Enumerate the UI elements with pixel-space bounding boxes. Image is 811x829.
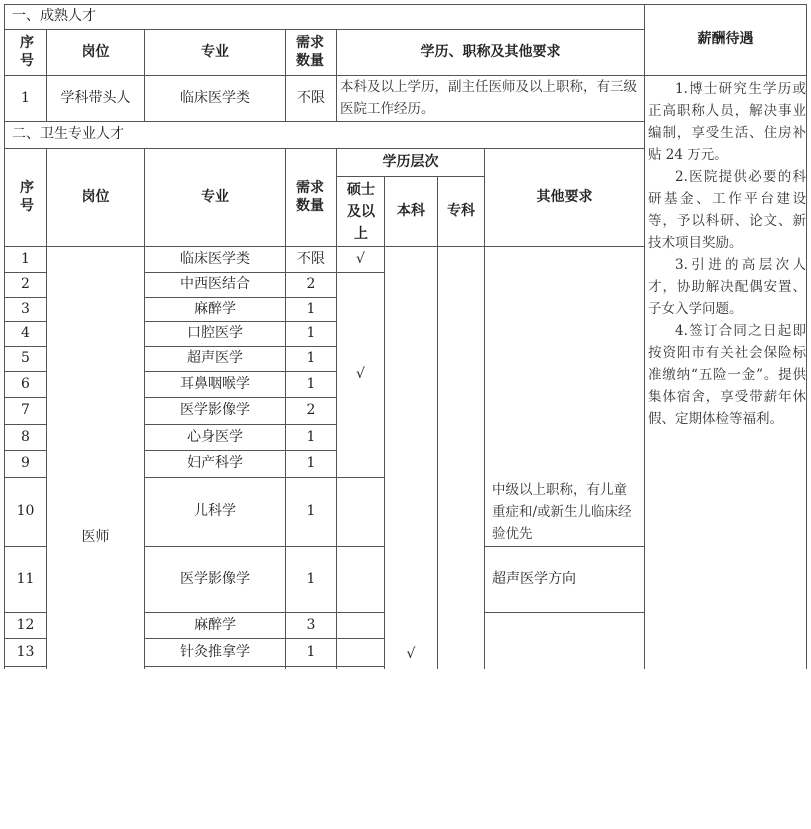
- header-master: 硕士及以上: [347, 181, 375, 242]
- header-post: 岗位: [81, 188, 110, 205]
- row-demand: 1: [306, 570, 316, 587]
- row-other: 超声医学方向: [492, 570, 576, 587]
- section-title: 一、成熟人才: [12, 8, 96, 25]
- row-major: 针灸推拿学: [180, 643, 250, 660]
- row-major: 儿科学: [194, 503, 236, 520]
- row-demand: 不限: [297, 89, 325, 106]
- row-requirements: 本科及以上学历，副主任医师及以上职称，有三级医院工作经历。: [340, 79, 637, 117]
- header-major: 专业: [201, 188, 229, 205]
- check-mark: √: [356, 366, 365, 383]
- row-seq: 9: [21, 455, 30, 472]
- salary-header: 薪酬待遇: [697, 31, 754, 48]
- salary-item: 1.博士研究生学历或正高职称人员，解决事业编制，享受生活、住房补贴 24 万元。: [648, 81, 806, 163]
- header-college: 专科: [447, 202, 475, 219]
- grid-line: [437, 176, 438, 669]
- row-major: 医学影像学: [180, 570, 250, 587]
- row-demand: 不限: [297, 250, 325, 267]
- grid-line: [144, 666, 384, 667]
- row-major: 临床医学类: [180, 89, 250, 106]
- row-demand: 1: [306, 455, 316, 472]
- row-demand: 2: [306, 402, 316, 419]
- section-title: 二、卫生专业人才: [12, 126, 124, 143]
- row-seq: 7: [21, 402, 30, 419]
- row-seq: 10: [16, 503, 35, 520]
- row-post-merged: 医师: [81, 529, 110, 546]
- row-demand: 1: [306, 643, 316, 660]
- row-major: 麻醉学: [194, 300, 236, 317]
- row-seq: 6: [21, 375, 30, 392]
- header-seq: 序号: [20, 35, 34, 69]
- row-seq: 5: [21, 350, 30, 367]
- salary-item: 4.签订合同之日起即按资阳市有关社会保险标准缴纳“五险一金”。提供集体宿舍，享受带薪年休假、定期体检等福利。: [648, 323, 806, 427]
- row-demand: 1: [306, 300, 316, 317]
- row-seq: 12: [16, 616, 35, 633]
- row-seq: 1: [21, 89, 30, 106]
- header-other: 其他要求: [536, 188, 593, 205]
- header-demand: 需求数量: [296, 180, 324, 214]
- header-education: 学历层次: [382, 153, 439, 170]
- header-demand: 需求数量: [296, 35, 324, 69]
- grid-line: [644, 4, 645, 669]
- header-seq: 序号: [20, 180, 34, 214]
- row-major: 临床医学类: [180, 250, 250, 267]
- row-seq: 11: [16, 570, 35, 587]
- row-major: 麻醉学: [194, 616, 236, 633]
- salary-item: 3.引进的高层次人才，协助解决配偶安置、子女入学问题。: [648, 257, 806, 317]
- row-seq: 4: [21, 325, 30, 342]
- row-post: 学科带头人: [60, 89, 131, 106]
- row-major: 妇产科学: [187, 455, 243, 472]
- row-major: 口腔医学: [187, 325, 243, 342]
- row-demand: 2: [306, 276, 316, 293]
- header-major: 专业: [201, 43, 229, 60]
- row-demand: 1: [306, 350, 316, 367]
- row-major: 医学影像学: [180, 402, 250, 419]
- row-demand: 1: [306, 428, 316, 445]
- salary-item: 2.医院提供必要的科研基金、工作平台建设等，予以科研、论文、新技术项目奖励。: [648, 169, 806, 251]
- row-demand: 1: [306, 375, 316, 392]
- row-demand: 3: [306, 616, 316, 633]
- row-major: 心身医学: [187, 428, 243, 445]
- row-seq: 2: [21, 276, 30, 293]
- header-post: 岗位: [81, 43, 110, 60]
- check-mark: √: [406, 646, 416, 663]
- row-demand: 1: [306, 325, 316, 342]
- row-seq: 1: [21, 250, 30, 267]
- grid-line: [384, 176, 385, 669]
- row-seq: 8: [21, 428, 30, 445]
- salary-content: [648, 78, 806, 430]
- row-other: 中级以上职称，有儿童重症和/或新生儿临床经验优先: [492, 482, 632, 542]
- header-bachelor: 本科: [397, 202, 425, 219]
- row-major: 耳鼻咽喉学: [180, 375, 250, 392]
- grid-line: [806, 4, 807, 669]
- row-seq: 13: [16, 643, 35, 660]
- row-major: 中西医结合: [180, 276, 250, 293]
- row-major: 超声医学: [187, 350, 243, 367]
- check-mark: √: [356, 250, 365, 267]
- header-requirements: 学历、职称及其他要求: [420, 43, 561, 60]
- row-demand: 1: [306, 503, 316, 520]
- row-seq: 3: [21, 300, 30, 317]
- grid-line: [4, 666, 46, 667]
- grid-line: [484, 612, 644, 613]
